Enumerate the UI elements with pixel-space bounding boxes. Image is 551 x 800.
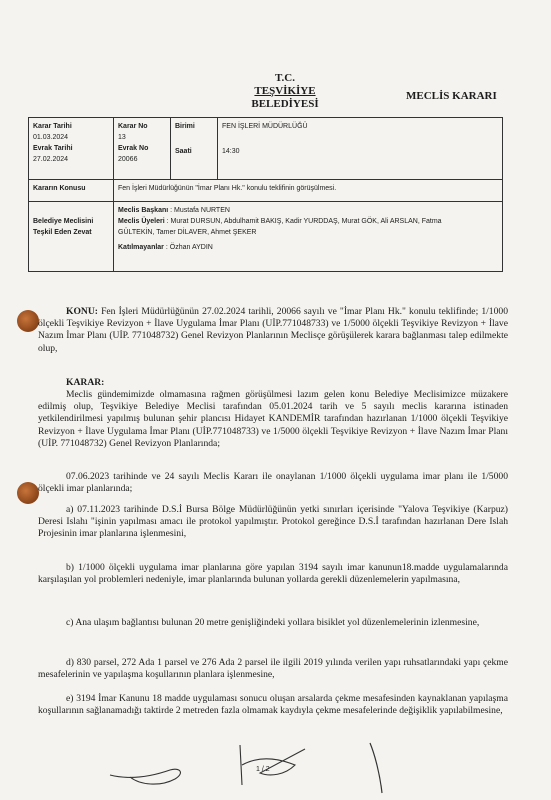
saati-label: Saati (175, 148, 192, 155)
saati: 14:30 (222, 148, 240, 155)
letterhead-municipality-2: BELEDİYESİ (251, 98, 319, 110)
decision-info-table (28, 117, 503, 272)
karar-tarihi-label: Karar Tarihi (33, 123, 72, 130)
evrak-no: 20066 (118, 156, 138, 163)
meclis-label-2: Teşkil Eden Zevat (33, 229, 92, 236)
evrak-tarihi: 27.02.2024 (33, 156, 69, 163)
konusu-label: Kararın Konusu (33, 185, 86, 192)
karar-no: 13 (118, 134, 126, 141)
baskan-label: Meclis Başkanı (118, 207, 169, 214)
page-number: 1 / 2 (256, 766, 270, 773)
meclis-label-1: Belediye Meclisini (33, 218, 94, 225)
uyeler-label: Meclis Üyeleri (118, 218, 165, 225)
evrak-tarihi-label: Evrak Tarihi (33, 145, 73, 152)
uyeler-2: GÜLTEKİN, Tamer DİLAVER, Ahmet ŞEKER (118, 229, 257, 236)
karar-no-label: Karar No (118, 123, 148, 130)
signature-1 (110, 769, 180, 784)
karar-paragraph: Meclis gündemimizde olmamasına rağmen görüşülmesi lazım gelen konu Belediye Meclisimizce müzakere edilmiş olup, Teşvikiye Belediye Meclisi tarafından 05.01.2024 tarih ve 5 sayılı meclis kararına istinaden yetkilendirilmesi yapılmış bulunan şehir plancısı Hidayet KANDEMİR tarafından hazırlanan 1/1000 ölçekli Teşvikiye Revizyon + İlave Uygulama İmar Planı (UİP.771048733) ve 1/5000 ölçekli Teşvikiye Revizyon + İlave Nazım İmar Planı (UİP. 771048732) Genel Revizyon Planlarında; (38, 389, 508, 449)
item-e: e) 3194 İmar Kanunu 18 madde uygulaması sonucu oluşan arsalarda çekme mesafesinden kaynaklanan yapılaşma koşullarının sağlanamadığı taktirde 2 metreden fazla olmamak kaydıyla çekme mesafelerinde değişiklik yapılabilmesine, (38, 693, 508, 717)
konu-label: KONU: (66, 306, 98, 317)
uyeler-1: : Murat DURSUN, Abdulhamit BAKIŞ, Kadir YURDDAŞ, Murat GÖK, Ali ARSLAN, Fatma (166, 218, 442, 225)
signatures (90, 735, 490, 800)
letterhead-tc: T.C. (275, 72, 295, 84)
signature-3 (370, 743, 382, 793)
konu-text: Fen İşleri Müdürlüğünün 27.02.2024 tarihli, 20066 sayılı ve "İmar Planı Hk." konulu teklifinde; 1/1000 ölçekli Teşvikiye Revizyon + İlave Uygulama İmar Planı (UİP.771048733) ve 1/5000 ölçekli Teşvikiye Revizyon + İlave Nazım İmar Planı (UİP. 771048732) Genel Revizyon Planlarının Meclisçe görüşülerek karara bağlanması talep edilmekte olup, (38, 306, 508, 354)
birimi-label: Birimi (175, 123, 195, 130)
karar-label: KARAR: (66, 377, 105, 388)
katilmayanlar: : Özhan AYDIN (165, 244, 213, 251)
konu-paragraph (38, 306, 508, 355)
baskan: : Mustafa NURTEN (170, 207, 230, 214)
evrak-no-label: Evrak No (118, 145, 149, 152)
item-a: a) 07.11.2023 tarihinde D.S.İ Bursa Bölge Müdürlüğünün yetki sınırları içerisinde "Yalova Teşvikiye (Karpuz) Deresi Islahı "işinin yapılması amacı ile protokol yapılmıştır. Protokol gereğince D.S.İ tarafından hazırlanan Dere Islah Projesinin imar planlarına işlenmesini, (38, 504, 508, 540)
birimi: FEN İŞLERİ MÜDÜRLÜĞÜ (222, 123, 308, 130)
konusu: Fen İşleri Müdürlüğünün "İmar Planı Hk." konulu teklifinin görüşülmesi. (118, 185, 337, 192)
plan-paragraph: 07.06.2023 tarihinde ve 24 sayılı Meclis Kararı ile onaylanan 1/1000 ölçekli uygulama imar planı ile 1/5000 ölçekli imar planlarında; (38, 471, 508, 495)
letterhead-municipality: TEŞVİKİYE (254, 85, 316, 97)
punch-hole (17, 482, 39, 504)
document-type: MECLİS KARARI (406, 90, 497, 102)
letterhead (240, 72, 330, 111)
item-d: d) 830 parsel, 272 Ada 1 parsel ve 276 Ada 2 parsel ile ilgili 2019 yılında verilen yapı ruhsatlarındaki yapı çekme mesafelerinin ve yapılaşma koşullarının planlara işlenmesine, (38, 657, 508, 681)
katilmayanlar-label: Katılmayanlar (118, 244, 164, 251)
signature-2 (240, 745, 305, 785)
punch-hole (17, 310, 39, 332)
item-c: c) Ana ulaşım bağlantısı bulunan 20 metre genişliğindeki yollara bisiklet yol düzenlemelerinin izlenmesine, (66, 617, 480, 628)
item-b: b) 1/1000 ölçekli uygulama imar planlarına göre yapılan 3194 sayılı imar kanunun18.madde uygulamalarında karşılaşılan yol problemleri nedeniyle, imar planlarında bulunan yollarda gerekli düzenlemelerin yapılmasına, (38, 562, 508, 586)
karar-tarihi: 01.03.2024 (33, 134, 69, 141)
